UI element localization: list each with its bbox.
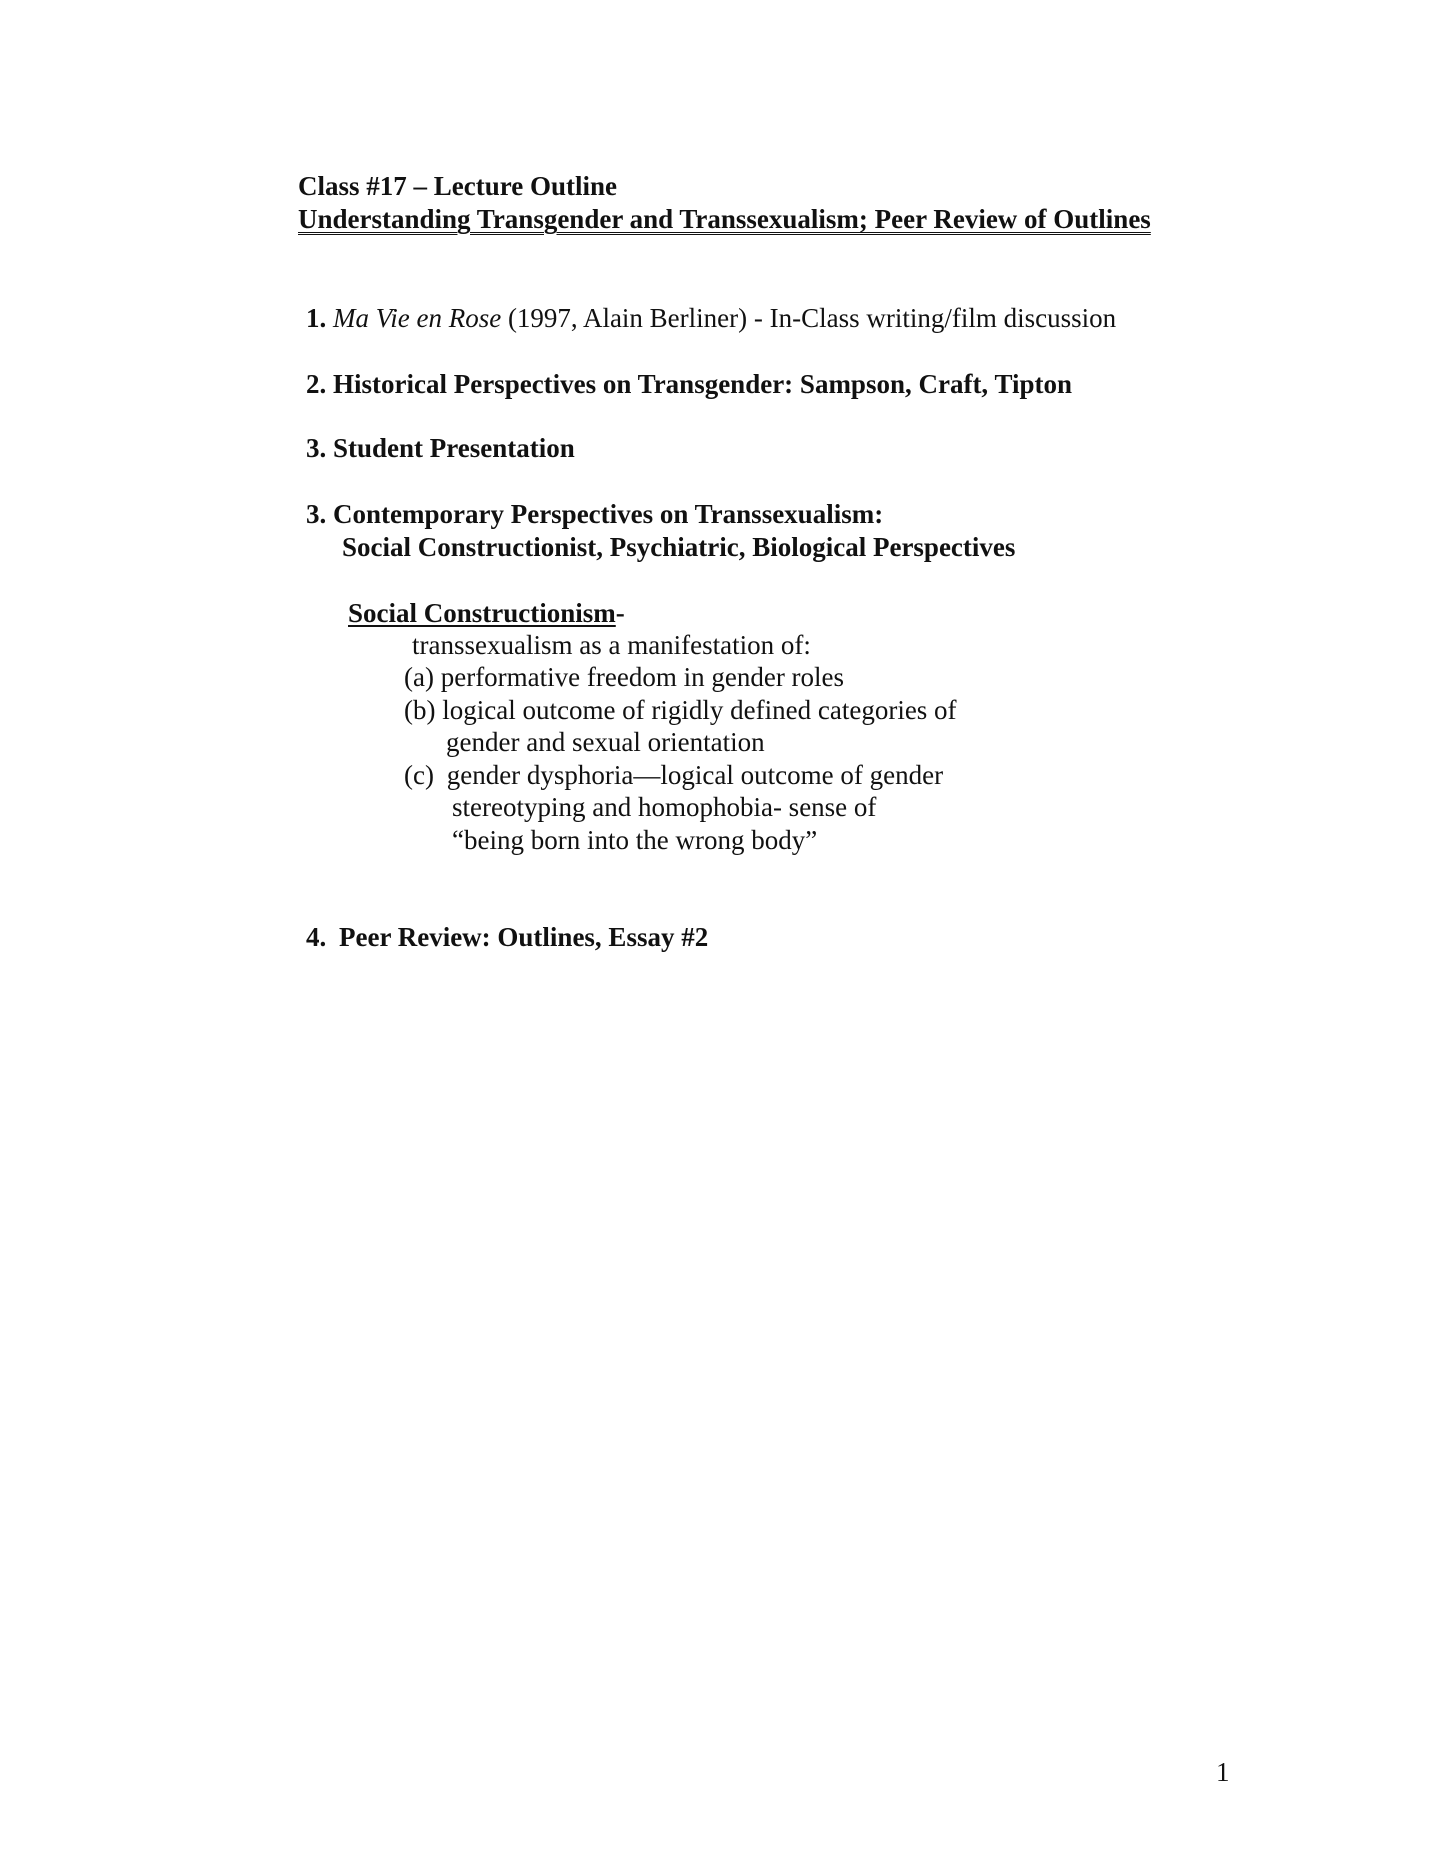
document-title: Understanding Transgender and Transsexualism; Peer Review of Outlines	[298, 204, 1151, 234]
item-number: 3.	[306, 499, 327, 529]
outline-item-3b-subtext: Social Constructionist, Psychiatric, Biological Perspectives	[342, 532, 1016, 562]
point-text: logical outcome of rigidly defined categories of	[442, 695, 957, 725]
point-b-continued: gender and sexual orientation	[446, 727, 765, 757]
item-number: 1.	[306, 303, 327, 333]
point-c	[404, 759, 943, 791]
point-label: (c)	[404, 760, 434, 790]
point-label: (b)	[404, 695, 436, 725]
film-details: (1997, Alain Berliner) - In-Class writing/film discussion	[501, 303, 1117, 333]
social-constructionism-intro: transsexualism as a manifestation of:	[412, 630, 811, 660]
outline-item-2	[306, 368, 1072, 400]
heading-dash: -	[615, 598, 625, 628]
item-text: Student Presentation	[333, 433, 575, 463]
point-text: performative freedom in gender roles	[440, 662, 845, 692]
point-b	[404, 694, 957, 726]
outline-item-3b	[306, 498, 883, 530]
item-number: 3.	[306, 433, 327, 463]
point-c-continued-2: “being born into the wrong body”	[452, 825, 818, 855]
item-text: Peer Review: Outlines, Essay #2	[339, 922, 709, 952]
item-number: 2.	[306, 369, 327, 399]
social-constructionism-heading	[348, 597, 625, 629]
outline-item-1	[306, 302, 1116, 334]
section-heading: Social Constructionism	[348, 598, 616, 628]
point-a	[404, 661, 844, 693]
page-number: 1	[1216, 1757, 1230, 1787]
point-text: gender dysphoria—logical outcome of gender	[446, 760, 944, 790]
point-c-continued-1: stereotyping and homophobia- sense of	[452, 792, 877, 822]
point-label: (a)	[404, 662, 434, 692]
item-text: Contemporary Perspectives on Transsexualism:	[333, 499, 884, 529]
outline-item-3	[306, 432, 575, 464]
item-number: 4.	[306, 922, 327, 952]
item-text: Historical Perspectives on Transgender: Sampson, Craft, Tipton	[333, 369, 1072, 399]
class-heading: Class #17 – Lecture Outline	[298, 171, 617, 201]
film-title: Ma Vie en Rose	[333, 303, 502, 333]
outline-item-4	[306, 921, 708, 953]
